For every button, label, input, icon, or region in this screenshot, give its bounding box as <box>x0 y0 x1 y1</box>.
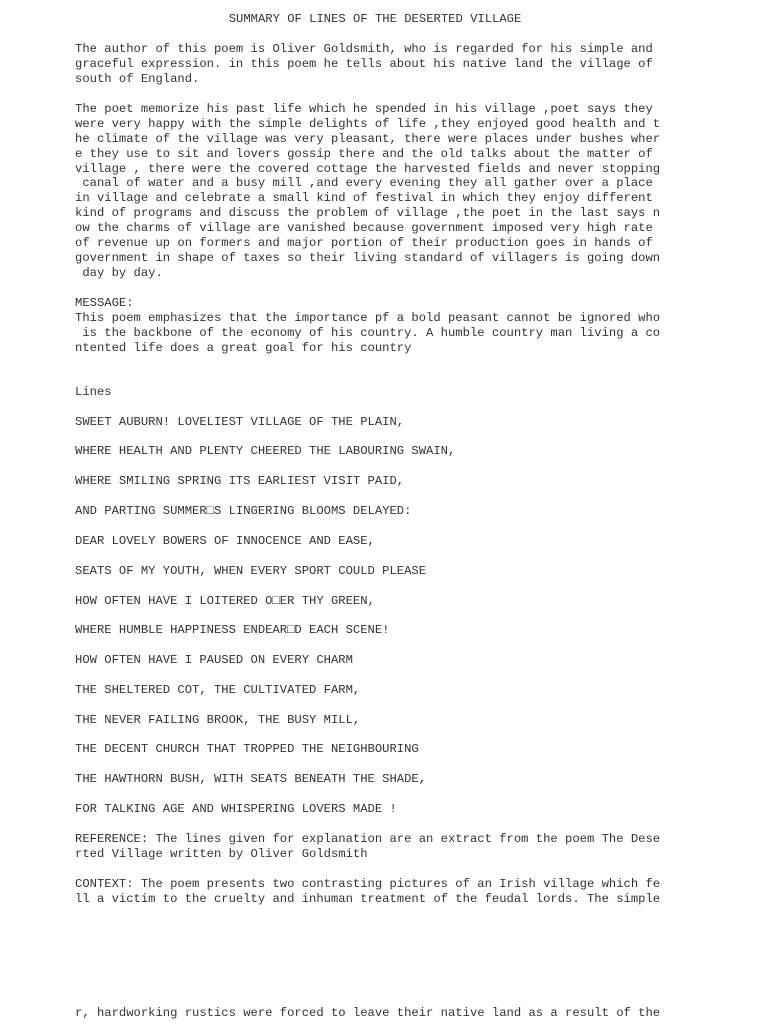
poem-line: SEATS OF MY YOUTH, WHEN EVERY SPORT COULD PLEASE <box>75 564 427 578</box>
summary-line: of revenue up on formers and major portion of their production goes in hands of <box>75 236 653 250</box>
poem-line: SWEET AUBURN! LOVELIEST VILLAGE OF THE PLAIN, <box>75 415 405 429</box>
intro-line: The author of this poem is Oliver Goldsmith, who is regarded for his simple and <box>75 42 653 56</box>
summary-line: e they use to sit and lovers gossip there and the old talks about the matter of <box>75 147 653 161</box>
lines-heading: Lines <box>75 385 112 399</box>
poem-line: THE NEVER FAILING BROOK, THE BUSY MILL, <box>75 713 361 727</box>
context-line: ll a victim to the cruelty and inhuman treatment of the feudal lords. The simple <box>75 892 661 906</box>
message-heading: MESSAGE: <box>75 296 134 310</box>
poem-line: WHERE HUMBLE HAPPINESS ENDEAR□D EACH SCENE! <box>75 623 390 637</box>
summary-line: government in shape of taxes so their living standard of villagers is going down <box>75 251 661 265</box>
message-line: ntented life does a great goal for his country <box>75 341 412 355</box>
poem-line: WHERE HEALTH AND PLENTY CHEERED THE LABOURING SWAIN, <box>75 444 456 458</box>
intro-line: south of England. <box>75 72 200 86</box>
reference-line: REFERENCE: The lines given for explanation are an extract from the poem The Dese <box>75 832 661 846</box>
poem-line: HOW OFTEN HAVE I PAUSED ON EVERY CHARM <box>75 653 353 667</box>
summary-line: village , there were the covered cottage the harvested fields and never stopping <box>75 162 661 176</box>
poem-line: DEAR LOVELY BOWERS OF INNOCENCE AND EASE, <box>75 534 375 548</box>
poem-line: WHERE SMILING SPRING ITS EARLIEST VISIT PAID, <box>75 474 405 488</box>
summary-line: The poet memorize his past life which he spended in his village ,poet says they <box>75 102 653 116</box>
summary-line: canal of water and a busy mill ,and every evening they all gather over a place <box>75 176 653 190</box>
poem-line: THE SHELTERED COT, THE CULTIVATED FARM, <box>75 683 361 697</box>
message-line: is the backbone of the economy of his country. A humble country man living a co <box>75 326 661 340</box>
document-title: SUMMARY OF LINES OF THE DESERTED VILLAGE <box>228 12 522 26</box>
poem-line: AND PARTING SUMMER□S LINGERING BLOOMS DELAYED: <box>75 504 412 518</box>
poem-line: FOR TALKING AGE AND WHISPERING LOVERS MADE ! <box>75 802 397 816</box>
context-line: CONTEXT: The poem presents two contrasting pictures of an Irish village which fe <box>75 877 661 891</box>
poem-line: HOW OFTEN HAVE I LOITERED O□ER THY GREEN, <box>75 594 375 608</box>
poem-line: THE DECENT CHURCH THAT TROPPED THE NEIGHBOURING <box>75 742 419 756</box>
message-line: This poem emphasizes that the importance pf a bold peasant cannot be ignored who <box>75 311 661 325</box>
reference-line: rted Village written by Oliver Goldsmith <box>75 847 368 861</box>
summary-line: ow the charms of village are vanished because government imposed very high rate <box>75 221 653 235</box>
poem-line: THE HAWTHORN BUSH, WITH SEATS BENEATH THE SHADE, <box>75 772 427 786</box>
summary-line: in village and celebrate a small kind of festival in which they enjoy different <box>75 191 653 205</box>
continuation-line: r, hardworking rustics were forced to leave their native land as a result of the <box>75 1006 661 1020</box>
summary-line: he climate of the village was very pleasant, there were places under bushes wher <box>75 132 661 146</box>
summary-line: day by day. <box>75 266 163 280</box>
summary-line: were very happy with the simple delights of life ,they enjoyed good health and t <box>75 117 661 131</box>
intro-line: graceful expression. in this poem he tells about his native land the village of <box>75 57 653 71</box>
summary-line: kind of programs and discuss the problem of village ,the poet in the last says n <box>75 206 661 220</box>
